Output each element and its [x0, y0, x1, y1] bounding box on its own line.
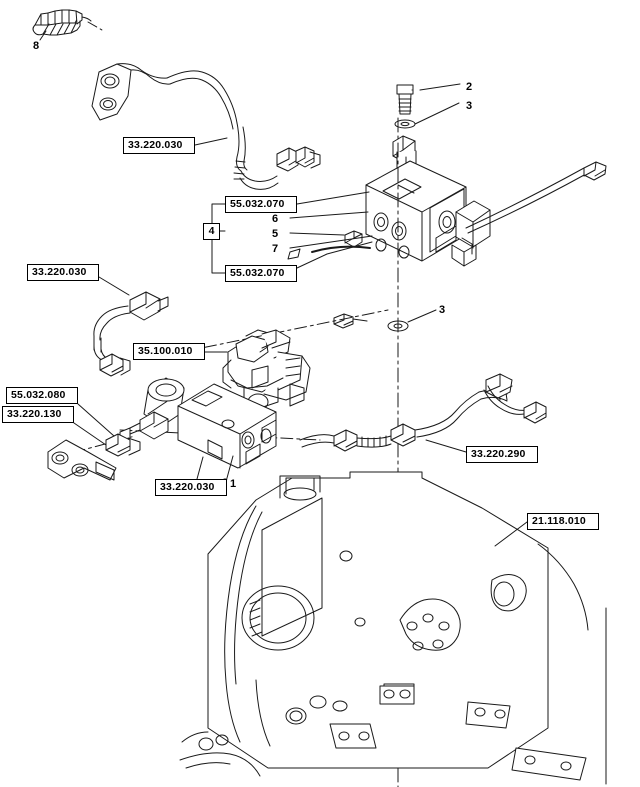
wire-harness-left-end [288, 249, 300, 259]
leader-33-220-030-top [195, 138, 227, 145]
part-33-220-030-mid-hose [94, 292, 168, 376]
item-callout-3-mid: 3 [439, 304, 446, 316]
leader-8 [40, 31, 46, 40]
part-8-coil [33, 10, 102, 35]
part-label-21118010: 21.118.010 [527, 513, 599, 530]
part-label-33220030-mid: 33.220.030 [27, 264, 99, 281]
leader-55-032-070-upper [297, 192, 369, 204]
item-callout-6: 6 [272, 213, 279, 225]
item-callout-3-top: 3 [466, 100, 473, 112]
small-connector-mid [334, 314, 367, 328]
part-33-220-030-upper-hose [92, 64, 320, 190]
item-callout-2: 2 [466, 81, 473, 93]
part-label-35100010: 35.100.010 [133, 343, 205, 360]
group-4-link-upper [212, 204, 225, 223]
part-label-55032070-lower: 55.032.070 [225, 265, 297, 282]
part-label-55032080: 55.032.080 [6, 387, 78, 404]
item-callout-1: 1 [230, 478, 237, 490]
part-label-33220030-bottom: 33.220.030 [155, 479, 227, 496]
part-label-55032070-upper: 55.032.070 [225, 196, 297, 213]
leader-33-220-030-mid [99, 277, 129, 295]
leader-55-032-080 [78, 404, 114, 436]
leader-6 [290, 212, 368, 218]
part-33-220-290-hose [300, 374, 546, 451]
leader-2 [420, 84, 460, 90]
leader-55-032-070-lower [297, 242, 372, 268]
valve-block-assembly [366, 136, 490, 266]
leader-3-top [415, 103, 459, 124]
part-label-33220130: 33.220.130 [2, 406, 74, 423]
part-55-032-080-bracket [48, 434, 140, 480]
part-label-33220030-top: 33.220.030 [123, 137, 195, 154]
item-callout-5: 5 [272, 228, 279, 240]
part-3-mid [388, 310, 436, 331]
leader-33-220-030-bottom-2 [197, 457, 203, 479]
part-2-bolt [397, 85, 413, 114]
center-bolt-plate [380, 686, 414, 704]
leader-5 [290, 233, 344, 235]
main-control-valve [120, 378, 276, 468]
part-label-33220290: 33.220.290 [466, 446, 538, 463]
wire-harness-left [312, 247, 370, 252]
leader-33-220-130 [74, 423, 106, 445]
leader-33-220-290 [426, 440, 466, 452]
group-4-link-lower [212, 240, 225, 273]
item-callout-8: 8 [33, 40, 40, 52]
group-number-box-4: 4 [203, 223, 220, 240]
item-callout-7: 7 [272, 243, 279, 255]
